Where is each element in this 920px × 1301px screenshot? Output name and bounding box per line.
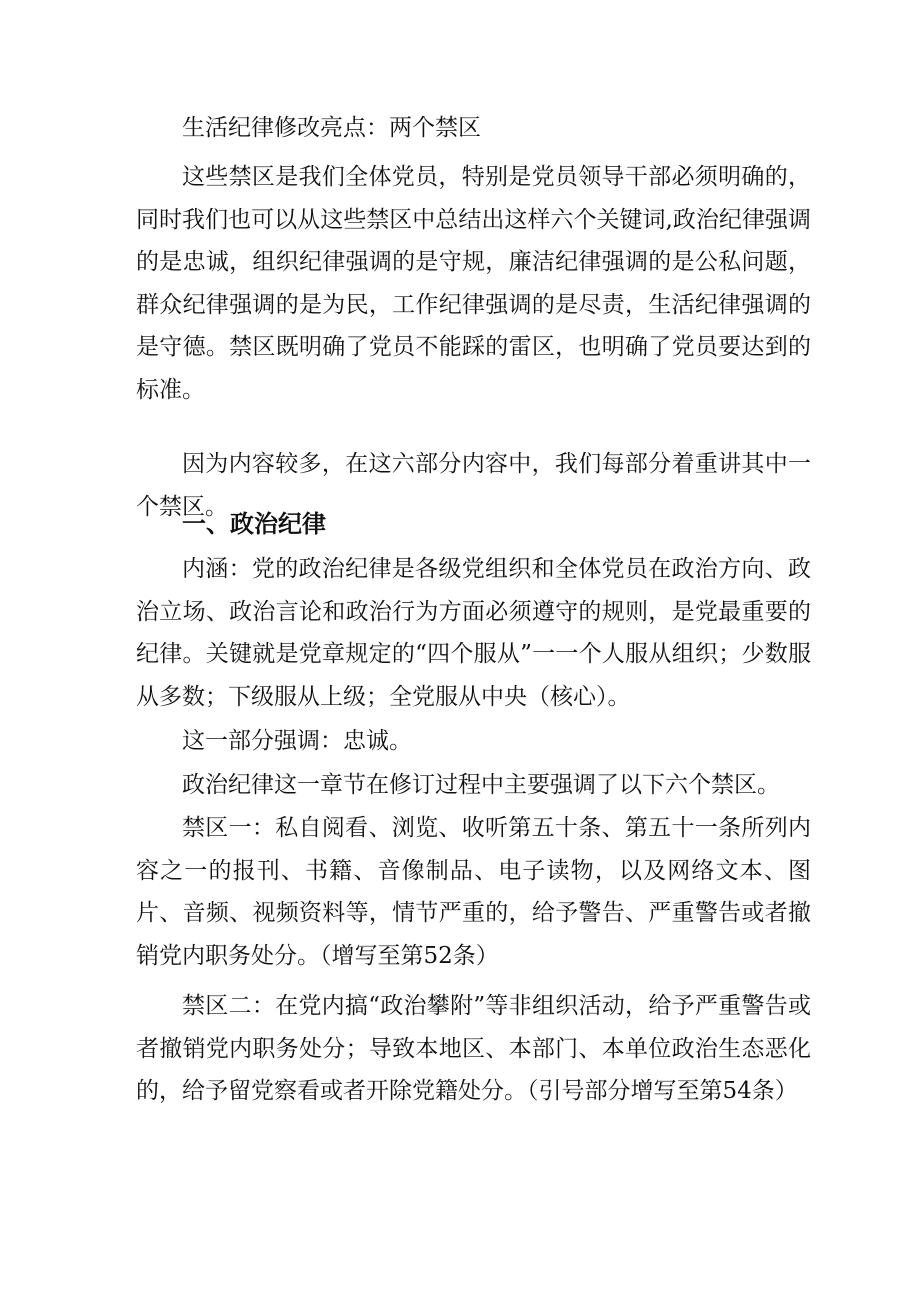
paragraph-emphasis: 这一部分强调：忠诚。 [182, 728, 412, 754]
paragraph-six-zones: 政治纪律这一章节在修订过程中主要强调了以下六个禁区。 [182, 772, 780, 798]
paragraph-scope: 因为内容较多，在这六部分内容中，我们每部分着重讲其中一个禁区。 [136, 451, 811, 520]
paragraph-meaning: 内涵：党的政治纪律是各级党组织和全体党员在政治方向、政治立场、政治言论和政治行为方面必须遵守的规则，是党最重要的纪律。关键就是党章规定的“四个服从”一一个人服从组织；少数服从多数；下级服从上级；全党服从中央（核心）。 [136, 556, 811, 710]
intro-title: 生活纪律修改亮点：两个禁区 [182, 115, 481, 141]
paragraph-zone-two: 禁区二：在党内搞“政治攀附”等非组织活动，给予严重警告或者撤销党内职务处分；导致本地区、本部门、本单位政治生态恶化的，给予留党察看或者开除党籍处分。（引号部分增写至第54条） [136, 993, 811, 1104]
section-heading-political-discipline: 一、政治纪律 [182, 510, 326, 538]
paragraph-zone-one: 禁区一：私自阅看、浏览、收听第五十条、第五十一条所列内容之一的报刊、书籍、音像制品、电子读物，以及网络文本、图片、音频、视频资料等，情节严重的，给予警告、严重警告或者撤销党内职务处分。（增写至第52条） [136, 815, 811, 969]
paragraph-keywords: 这些禁区是我们全体党员，特别是党员领导干部必须明确的，同时我们也可以从这些禁区中总结出这样六个关键词,政治纪律强调的是忠诚，组织纪律强调的是守规，廉洁纪律强调的是公私问题，群众纪律强调的是为民，工作纪律强调的是尽责，生活纪律强调的是守德。禁区既明确了党员不能踩的雷区，也明确了党员要达到的标准。 [136, 164, 811, 403]
